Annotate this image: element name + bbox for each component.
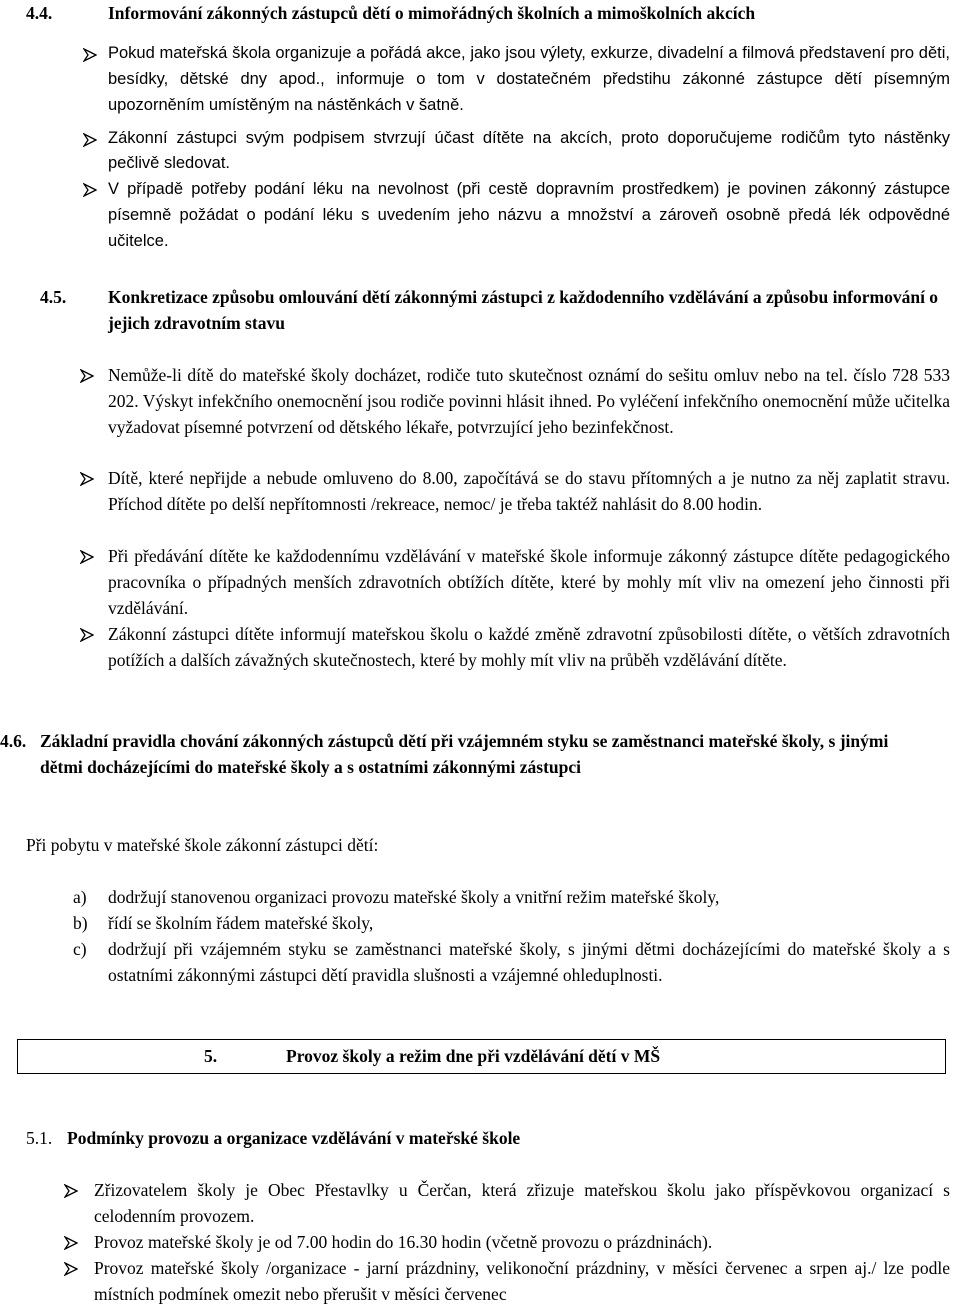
s45-bullet-1: Nemůže-li dítě do mateřské školy docházet, rodiče tuto skutečnost oznámí do sešitu omluv nebo na tel. číslo 728 533 202. Výskyt infekčního onemocnění jsou rodiče povinni hlásit ihned. Po vyléčení infekčního onemocnění může učitelka vyžadovat písemné potvrzení od dětského lékaře, potvrzující jeho bezinfekčnost. (108, 365, 950, 437)
section-5-1-title: Podmínky provozu a organizace vzdělávání v mateřské škole (67, 1128, 521, 1148)
s45-bullet-4: Zákonní zástupci dítěte informují mateřskou školu o každé změně zdravotní způsobilosti dítěte, o větších zdravotních potížích a dalších závažných skutečnostech, které by mohly mít vliv na průběh vzdělávání dítěte. (108, 624, 950, 670)
s44-bullet-2: Zákonní zástupci svým podpisem stvrzují účast dítěte na akcích, proto doporučujeme rodičům tyto nástěnky pečlivě sledovat. (108, 129, 950, 172)
s46-item-c-marker: c) (73, 939, 87, 959)
arrow-bullet-icon (80, 550, 94, 564)
s46-item-a-marker: a) (73, 887, 87, 907)
section-4-6-number: 4.6. (0, 731, 27, 751)
s51-bullet-2: Provoz mateřské školy je od 7.00 hodin do 16.30 hodin (včetně provozu o prázdninách). (94, 1232, 713, 1252)
chapter-5-title: Provoz školy a režim dne při vzdělávání dětí v MŠ (286, 1046, 661, 1066)
s46-item-a: dodržují stanovenou organizaci provozu mateřské školy a vnitřní režim mateřské školy, (108, 887, 720, 907)
s44-bullet-3: V případě potřeby podání léku na nevolnost (při cestě dopravním prostředkem) je povinen zákonný zástupce písemně požádat o podání léku s uvedením jeho názvu a množství a zároveň osobně předá lék odpovědné učitelce. (108, 180, 950, 250)
s46-item-b: řídí se školním řádem mateřské školy, (108, 913, 374, 933)
section-4-4-number: 4.4. (26, 3, 53, 23)
section-4-6-title: Základní pravidla chování zákonných zástupců dětí při vzájemném styku se zaměstnanci mateřské školy, s jinými dětmi docházejícími do mateřské školy a s ostatními zákonnými zástupci (40, 731, 889, 777)
arrow-bullet-icon (83, 183, 97, 197)
s44-bullet-1: Pokud mateřská škola organizuje a pořádá akce, jako jsou výlety, exkurze, divadelní a filmová představení pro děti, besídky, dětské dny apod., informuje o tom v dostatečném předstihu zákonné zástupce dětí písemným upozorněním umístěným na nástěnkách v šatně. (108, 44, 950, 114)
s51-bullet-1: Zřizovatelem školy je Obec Přestavlky u Čerčan, která zřizuje mateřskou školu jako příspěvkovou organizací s celodenním provozem. (94, 1180, 950, 1226)
section-4-5-number: 4.5. (40, 287, 67, 307)
s46-item-b-marker: b) (73, 913, 88, 933)
arrow-bullet-icon (80, 369, 94, 383)
section-5-1-number: 5.1. (26, 1128, 53, 1148)
s46-item-c: dodržují při vzájemném styku se zaměstnanci mateřské školy, s jinými dětmi docházejícími do mateřské školy a s ostatními zákonnými zástupci dětí pravidla slušnosti a vzájemné ohleduplnosti. (108, 939, 950, 985)
arrow-bullet-icon (64, 1184, 78, 1198)
arrow-bullet-icon (83, 48, 97, 62)
arrow-bullet-icon (83, 133, 97, 147)
arrow-bullet-icon (80, 472, 94, 486)
s45-bullet-2: Dítě, které nepřijde a nebude omluveno do 8.00, započítává se do stavu přítomných a je nutno za něj zaplatit stravu. Příchod dítěte po delší nepřítomnosti /rekreace, nemoc/ je třeba taktéž nahlásit do 8.00 hodin. (108, 468, 950, 514)
s45-bullet-3: Při předávání dítěte ke každodennímu vzdělávání v mateřské škole informuje zákonný zástupce dítěte pedagogického pracovníka o případných menších zdravotních obtížích dítěte, které by mohly mít vliv na omezení jeho činnosti při vzdělávání. (108, 546, 950, 618)
s51-bullet-3: Provoz mateřské školy /organizace - jarní prázdniny, velikonoční prázdniny, v měsíci červenec a srpen aj./ lze podle místních podmínek omezit nebo přerušit v měsíci červenec (94, 1258, 950, 1304)
arrow-bullet-icon (80, 628, 94, 642)
arrow-bullet-icon (64, 1236, 78, 1250)
section-4-4-title: Informování zákonných zástupců dětí o mimořádných školních a mimoškolních akcích (108, 3, 756, 23)
section-4-5-title: Konkretizace způsobu omlouvání dětí zákonnými zástupci z každodenního vzdělávání a způsobu informování o jejich zdravotním stavu (108, 287, 939, 333)
s46-intro: Při pobytu v mateřské škole zákonní zástupci dětí: (26, 835, 379, 855)
arrow-bullet-icon (64, 1262, 78, 1276)
chapter-5-number: 5. (204, 1046, 218, 1066)
